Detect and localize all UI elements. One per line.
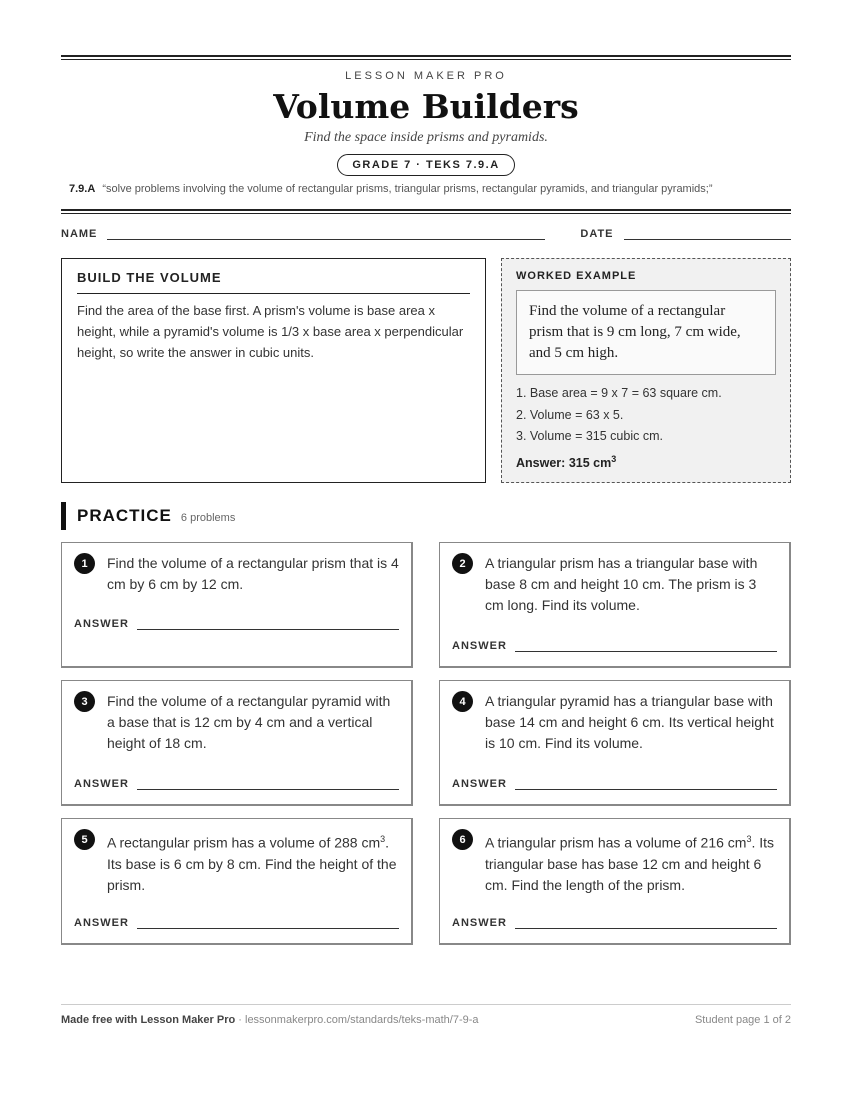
problem-number: 2 [452, 553, 473, 574]
problem-text: A rectangular prism has a volume of 288 $cm^3$. Its base is 6 cm by 8 cm. Find the height of the prism. [107, 834, 397, 893]
answer-field[interactable] [137, 921, 399, 929]
page-footer [61, 1004, 791, 1026]
example-answer-value: 315 cm [568, 455, 612, 470]
exponent: 3 [380, 834, 386, 844]
example-problem: Find the volume of a rectangular prism that is 9 cm long, 7 cm wide, and 5 cm high. [516, 290, 776, 375]
answer-field[interactable] [137, 622, 399, 630]
footer-credit [61, 1014, 479, 1026]
header-bottom-rule [61, 209, 791, 214]
problem-text: A triangular prism has a triangular base with base 8 cm and height 10 cm. The prism is 3 cm long. Find its volume. [485, 555, 758, 613]
brand-label: LESSON MAKER PRO [345, 70, 507, 82]
answer-row [452, 917, 777, 929]
date-label: DATE [580, 228, 614, 240]
name-field[interactable] [107, 228, 545, 240]
answer-label: ANSWER [74, 618, 129, 630]
answer-field[interactable] [137, 782, 399, 790]
problem-card-4 [439, 680, 791, 806]
worksheet-page [61, 55, 791, 945]
answer-field[interactable] [515, 921, 777, 929]
practice-grid [61, 542, 791, 945]
problem-card-3 [61, 680, 413, 806]
answer-row [74, 778, 399, 790]
build-the-volume-box [61, 258, 486, 483]
worksheet-title: Volume Builders [273, 87, 579, 126]
worked-example-box [501, 258, 791, 483]
problem-number: 6 [452, 829, 473, 850]
problem-text: A triangular prism has a volume of 216 $cm^3$. Its triangular base has base 12 cm and height 6 cm. Find the length of the prism. [485, 834, 775, 893]
answer-label: ANSWER [452, 778, 507, 790]
problem-card-6 [439, 818, 791, 945]
intro-panels [61, 258, 791, 483]
problem-card-5 [61, 818, 413, 945]
example-answer-exponent: 3 [611, 453, 617, 464]
example-answer-label: Answer: [516, 455, 566, 470]
build-heading: BUILD THE VOLUME [77, 270, 470, 294]
standard-statement [61, 183, 791, 195]
name-date-row [61, 228, 791, 240]
answer-field[interactable] [515, 782, 777, 790]
answer-label: ANSWER [452, 917, 507, 929]
answer-label: ANSWER [74, 778, 129, 790]
page-indicator: Student page 1 of 2 [694, 1014, 791, 1026]
problem-number: 5 [74, 829, 95, 850]
problem-number: 3 [74, 691, 95, 712]
example-step: 3. Volume = 315 cubic cm. [516, 429, 663, 443]
answer-label: ANSWER [74, 917, 129, 929]
footer-made-by: Made free with Lesson Maker Pro [61, 1014, 236, 1026]
example-heading: WORKED EXAMPLE [516, 270, 637, 282]
problem-text: Find the volume of a rectangular prism that is 4 cm by 6 cm by 12 cm. [107, 555, 399, 592]
standard-text: “solve problems involving the volume of rectangular prisms, triangular prisms, rectangular pyramids, and triangular pyramids;” [102, 183, 713, 195]
standard-code: 7.9.A [69, 183, 96, 195]
problem-text: Find the volume of a rectangular pyramid with a base that is 12 cm by 4 cm and a vertical height of 18 cm. [107, 693, 391, 751]
worksheet-subtitle: Find the space inside prisms and pyramids. [304, 130, 548, 145]
problem-number: 4 [452, 691, 473, 712]
answer-row [452, 778, 777, 790]
name-label: NAME [61, 228, 98, 240]
build-instructions: Find the area of the base first. A prism's volume is base area x height, while a pyramid's volume is 1/3 x base area x perpendicular height, so write the answer in cubic units. [77, 303, 464, 360]
problem-card-2 [439, 542, 791, 668]
exponent: 3 [746, 834, 752, 844]
answer-row [74, 917, 399, 929]
answer-label: ANSWER [452, 640, 507, 652]
answer-row [74, 618, 399, 630]
grade-badge: GRADE 7 · TEKS 7.9.A [337, 154, 514, 176]
answer-field[interactable] [515, 644, 777, 652]
problem-text: A triangular pyramid has a triangular base with base 14 cm and height 6 cm. Its vertical height is 10 cm. Find its volume. [485, 693, 774, 751]
practice-count: 6 problems [180, 511, 236, 524]
practice-title: PRACTICE [77, 506, 172, 525]
worksheet-header [61, 60, 791, 195]
example-steps [516, 383, 776, 448]
example-step: 2. Volume = 63 x 5. [516, 407, 624, 422]
problem-number: 1 [74, 553, 95, 574]
answer-row [452, 640, 777, 652]
footer-url[interactable]: · lessonmakerpro.com/standards/teks-math/7-9-a [235, 1014, 479, 1026]
date-field[interactable] [624, 228, 791, 240]
practice-heading [61, 502, 791, 530]
problem-card-1 [61, 542, 413, 668]
example-answer [516, 454, 776, 470]
example-step: 1. Base area = 9 x 7 = 63 square cm. [516, 386, 722, 400]
